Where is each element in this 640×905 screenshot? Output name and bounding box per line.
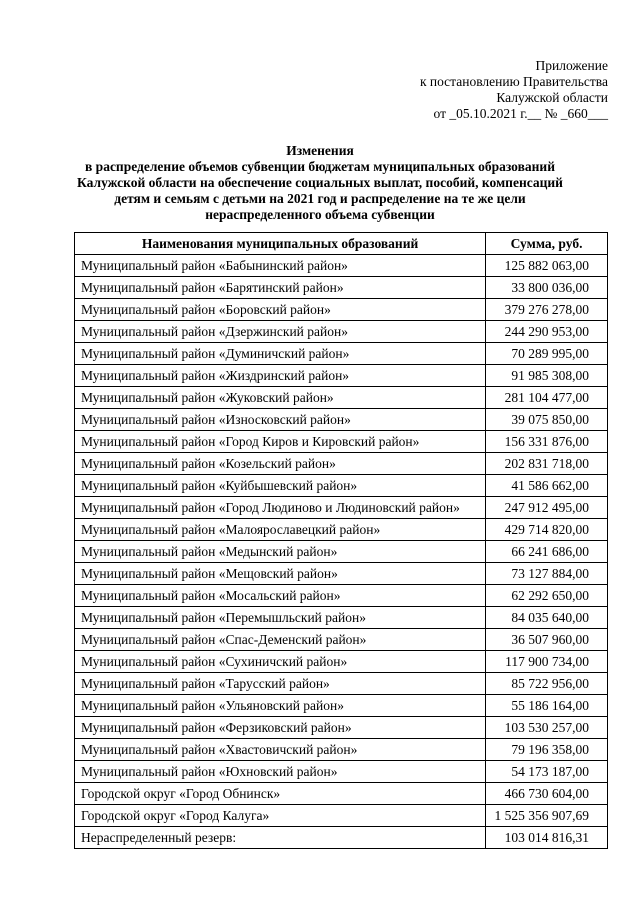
municipality-name: Муниципальный район «Козельский район»: [75, 453, 486, 475]
amount-value: 39 075 850,00: [486, 409, 608, 431]
municipality-name: Муниципальный район «Дзержинский район»: [75, 321, 486, 343]
table-row: [75, 563, 608, 585]
municipality-name: Муниципальный район «Жуковский район»: [75, 387, 486, 409]
table-row: [75, 585, 608, 607]
amount-value: 55 186 164,00: [486, 695, 608, 717]
appendix-line: Калужской области: [496, 90, 608, 105]
municipality-name: Муниципальный район «Город Людиново и Людиновский район»: [75, 497, 486, 519]
table-row: [75, 497, 608, 519]
amount-value: 36 507 960,00: [486, 629, 608, 651]
amount-value: 103 530 257,00: [486, 717, 608, 739]
amount-value: 466 730 604,00: [486, 783, 608, 805]
amount-value: 54 173 187,00: [486, 761, 608, 783]
amount-value: 247 912 495,00: [486, 497, 608, 519]
document-title: Изменения: [286, 143, 354, 158]
table-row: [75, 541, 608, 563]
municipality-name: Муниципальный район «Барятинский район»: [75, 277, 486, 299]
table-row: [75, 717, 608, 739]
municipality-name: Муниципальный район «Хвастовичский район»: [75, 739, 486, 761]
municipality-name: Муниципальный район «Куйбышевский район»: [75, 475, 486, 497]
table-row: [75, 695, 608, 717]
amount-value: 202 831 718,00: [486, 453, 608, 475]
table-row: [75, 387, 608, 409]
table-row: [75, 343, 608, 365]
table-row: [75, 673, 608, 695]
column-header-name: Наименования муниципальных образований: [75, 233, 486, 255]
appendix-date-number: от _05.10.2021 г.__ № _660___: [433, 106, 608, 121]
amount-value: 429 714 820,00: [486, 519, 608, 541]
table-row: [75, 321, 608, 343]
amount-value: 66 241 686,00: [486, 541, 608, 563]
table-row: [75, 255, 608, 277]
subsidy-table: [74, 232, 608, 849]
appendix-line: Приложение: [535, 58, 608, 73]
appendix-line: к постановлению Правительства: [419, 74, 608, 89]
amount-value: 62 292 650,00: [486, 585, 608, 607]
column-header-amount: Сумма, руб.: [486, 233, 608, 255]
amount-value: 117 900 734,00: [486, 651, 608, 673]
municipality-name: Муниципальный район «Ульяновский район»: [75, 695, 486, 717]
amount-value: 379 276 278,00: [486, 299, 608, 321]
municipality-name: Муниципальный район «Город Киров и Кировский район»: [75, 431, 486, 453]
table-row: [75, 365, 608, 387]
municipality-name: Муниципальный район «Медынский район»: [75, 541, 486, 563]
document-heading: [0, 143, 640, 223]
municipality-name: Муниципальный район «Жиздринский район»: [75, 365, 486, 387]
amount-value: 125 882 063,00: [486, 255, 608, 277]
amount-value: 84 035 640,00: [486, 607, 608, 629]
municipality-name: Муниципальный район «Малоярославецкий район»: [75, 519, 486, 541]
amount-value: 91 985 308,00: [486, 365, 608, 387]
table-row: [75, 277, 608, 299]
table-row: [75, 827, 608, 849]
table-body: [75, 255, 608, 849]
municipality-name: Муниципальный район «Юхновский район»: [75, 761, 486, 783]
amount-value: 70 289 995,00: [486, 343, 608, 365]
amount-value: 85 722 956,00: [486, 673, 608, 695]
municipality-name: Муниципальный район «Сухиничский район»: [75, 651, 486, 673]
municipality-name: Муниципальный район «Спас-Деменский район»: [75, 629, 486, 651]
table-row: [75, 409, 608, 431]
amount-value: 41 586 662,00: [486, 475, 608, 497]
heading-line: нераспределенного объема субвенции: [205, 207, 435, 222]
municipality-name: Муниципальный район «Мосальский район»: [75, 585, 486, 607]
table-row: [75, 607, 608, 629]
municipality-name: Муниципальный район «Ферзиковский район»: [75, 717, 486, 739]
appendix-block: [420, 58, 608, 122]
table-row: [75, 453, 608, 475]
heading-line: Калужской области на обеспечение социальных выплат, пособий, компенсаций: [77, 175, 563, 190]
municipality-name: Городской округ «Город Обнинск»: [75, 783, 486, 805]
table-row: [75, 651, 608, 673]
amount-value: 79 196 358,00: [486, 739, 608, 761]
amount-value: 281 104 477,00: [486, 387, 608, 409]
table-row: [75, 519, 608, 541]
municipality-name: Муниципальный район «Перемышльский район»: [75, 607, 486, 629]
municipality-name: Муниципальный район «Мещовский район»: [75, 563, 486, 585]
municipality-name: Муниципальный район «Бабынинский район»: [75, 255, 486, 277]
heading-line: детям и семьям с детьми на 2021 год и распределение на те же цели: [114, 191, 526, 206]
table-header-row: [75, 233, 608, 255]
table-row: [75, 761, 608, 783]
heading-line: в распределение объемов субвенции бюджетам муниципальных образований: [85, 159, 555, 174]
amount-value: 33 800 036,00: [486, 277, 608, 299]
amount-value: 103 014 816,31: [486, 827, 608, 849]
amount-value: 73 127 884,00: [486, 563, 608, 585]
table-row: [75, 739, 608, 761]
table-row: [75, 299, 608, 321]
table-row: [75, 475, 608, 497]
municipality-name: Муниципальный район «Износковский район»: [75, 409, 486, 431]
municipality-name: Нераспределенный резерв:: [75, 827, 486, 849]
table-row: [75, 805, 608, 827]
municipality-name: Муниципальный район «Думиничский район»: [75, 343, 486, 365]
table-row: [75, 629, 608, 651]
amount-value: 244 290 953,00: [486, 321, 608, 343]
amount-value: 1 525 356 907,69: [486, 805, 608, 827]
table-row: [75, 783, 608, 805]
municipality-name: Муниципальный район «Боровский район»: [75, 299, 486, 321]
amount-value: 156 331 876,00: [486, 431, 608, 453]
table-row: [75, 431, 608, 453]
municipality-name: Городской округ «Город Калуга»: [75, 805, 486, 827]
municipality-name: Муниципальный район «Тарусский район»: [75, 673, 486, 695]
